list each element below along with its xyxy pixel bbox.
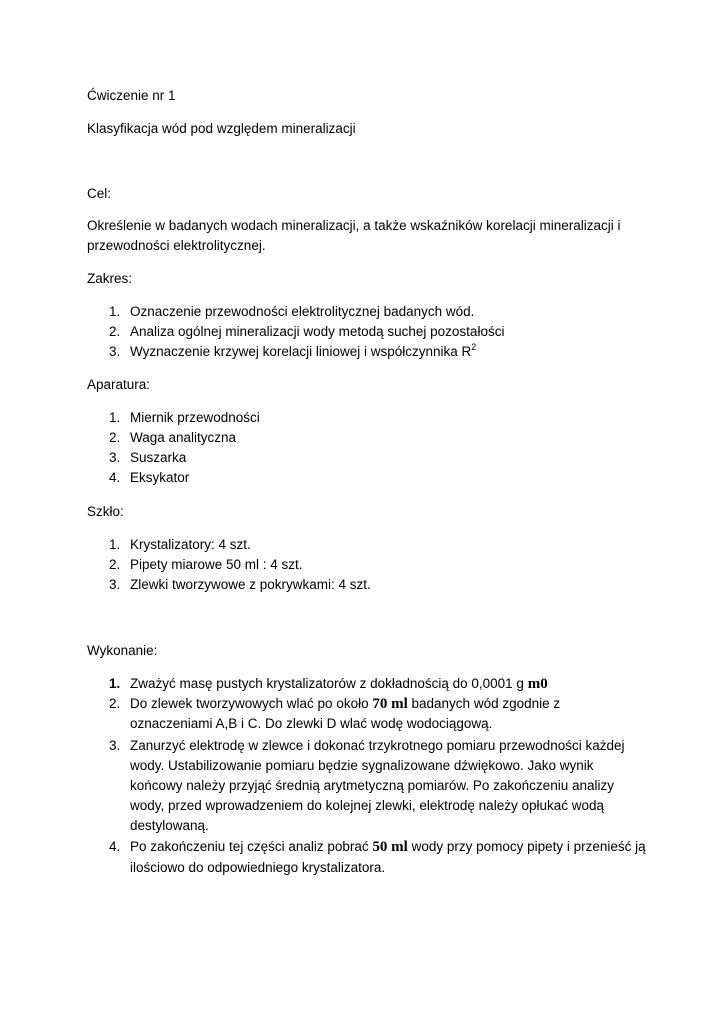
list-text: Krystalizatory: 4 szt. — [130, 537, 251, 552]
cel-text-line1: Określenie w badanych wodach mineralizacji, a także wskaźników korelacji mineralizacji i — [87, 218, 621, 233]
wykonanie-step-3-line5: destylowaną. — [130, 818, 209, 833]
superscript: 2 — [471, 342, 477, 352]
list-text: Waga analityczna — [130, 430, 237, 445]
list-number: 1. — [109, 537, 121, 552]
list-number: 2. — [109, 324, 121, 339]
exercise-title: Ćwiczenie nr 1 — [87, 88, 176, 103]
aparatura-item-4 — [109, 468, 189, 488]
wykonanie-heading: Wykonanie: — [87, 643, 158, 658]
list-number: 3. — [109, 344, 121, 359]
list-text: Miernik przewodności — [130, 410, 260, 425]
list-number: 2. — [109, 557, 121, 572]
list-number: 1. — [109, 304, 121, 319]
wykonanie-step-1 — [109, 674, 548, 694]
szklo-item-2 — [109, 555, 303, 575]
zakres-item-1 — [109, 302, 474, 322]
zakres-item-3 — [109, 342, 476, 362]
list-number: 1. — [109, 676, 121, 691]
wykonanie-step-2 — [109, 694, 560, 714]
list-text: wody przy pomocy pipety i przenieść ją — [407, 839, 646, 854]
list-text: Zważyć masę pustych krystalizatorów z dokładnością do 0,0001 g — [130, 676, 528, 691]
exercise-subtitle: Klasyfikacja wód pod względem mineralizacji — [87, 121, 356, 136]
wykonanie-step-3-line3: końcowy należy przyjąć średnią arytmetyczną pomiarów. Po zakończeniu analizy — [130, 778, 614, 793]
list-number: 2. — [109, 430, 121, 445]
aparatura-item-3 — [109, 448, 186, 468]
cel-heading: Cel: — [87, 186, 112, 201]
szklo-heading: Szkło: — [87, 504, 124, 519]
aparatura-heading: Aparatura: — [87, 377, 151, 392]
list-text: Oznaczenie przewodności elektrolitycznej badanych wód. — [130, 304, 475, 319]
bold-value: 70 ml — [372, 696, 408, 712]
list-text: Po zakończeniu tej części analiz pobrać — [130, 839, 373, 854]
zakres-item-2 — [109, 322, 504, 342]
bold-value: m0 — [527, 676, 548, 692]
list-text: Zanurzyć elektrodę w zlewce i dokonać trzykrotnego pomiaru przewodności każdej — [130, 738, 625, 753]
cel-text-line2: przewodności elektrolitycznej. — [87, 238, 266, 253]
list-number: 4. — [109, 839, 121, 854]
list-text: Analiza ogólnej mineralizacji wody metodą suchej pozostałości — [130, 324, 505, 339]
list-text: badanych wód zgodnie z — [407, 696, 561, 711]
wykonanie-step-4-line2: ilościowo do odpowiedniego krystalizatora. — [130, 860, 386, 875]
bold-value: 50 ml — [372, 839, 408, 855]
szklo-item-1 — [109, 535, 251, 555]
wykonanie-step-2-line2: oznaczeniami A,B i C. Do zlewki D wlać wodę wodociągową. — [130, 716, 493, 731]
wykonanie-step-3-line2: wody. Ustabilizowanie pomiaru będzie sygnalizowane dźwiękowo. Jako wynik — [130, 758, 594, 773]
wykonanie-step-3 — [109, 736, 624, 756]
list-number: 1. — [109, 410, 121, 425]
list-text: Wyznaczenie krzywej korelacji liniowej i współczynnika R — [130, 344, 472, 359]
zakres-heading: Zakres: — [87, 271, 133, 286]
list-text: Zlewki tworzywowe z pokrywkami: 4 szt. — [130, 577, 371, 592]
list-number: 3. — [109, 577, 121, 592]
list-text: Pipety miarowe 50 ml : 4 szt. — [130, 557, 303, 572]
wykonanie-step-4 — [109, 837, 646, 857]
list-number: 3. — [109, 450, 121, 465]
list-number: 3. — [109, 738, 121, 753]
szklo-item-3 — [109, 575, 371, 595]
list-number: 4. — [109, 470, 121, 485]
list-number: 2. — [109, 696, 121, 711]
list-text: Suszarka — [130, 450, 187, 465]
list-text: Do zlewek tworzywowych wlać po około — [130, 696, 373, 711]
aparatura-item-2 — [109, 428, 236, 448]
list-text: Eksykator — [130, 470, 190, 485]
aparatura-item-1 — [109, 408, 260, 428]
wykonanie-step-3-line4: wody, przed wprowadzeniem do kolejnej zlewki, elektrodę należy opłukać wodą — [130, 798, 605, 813]
